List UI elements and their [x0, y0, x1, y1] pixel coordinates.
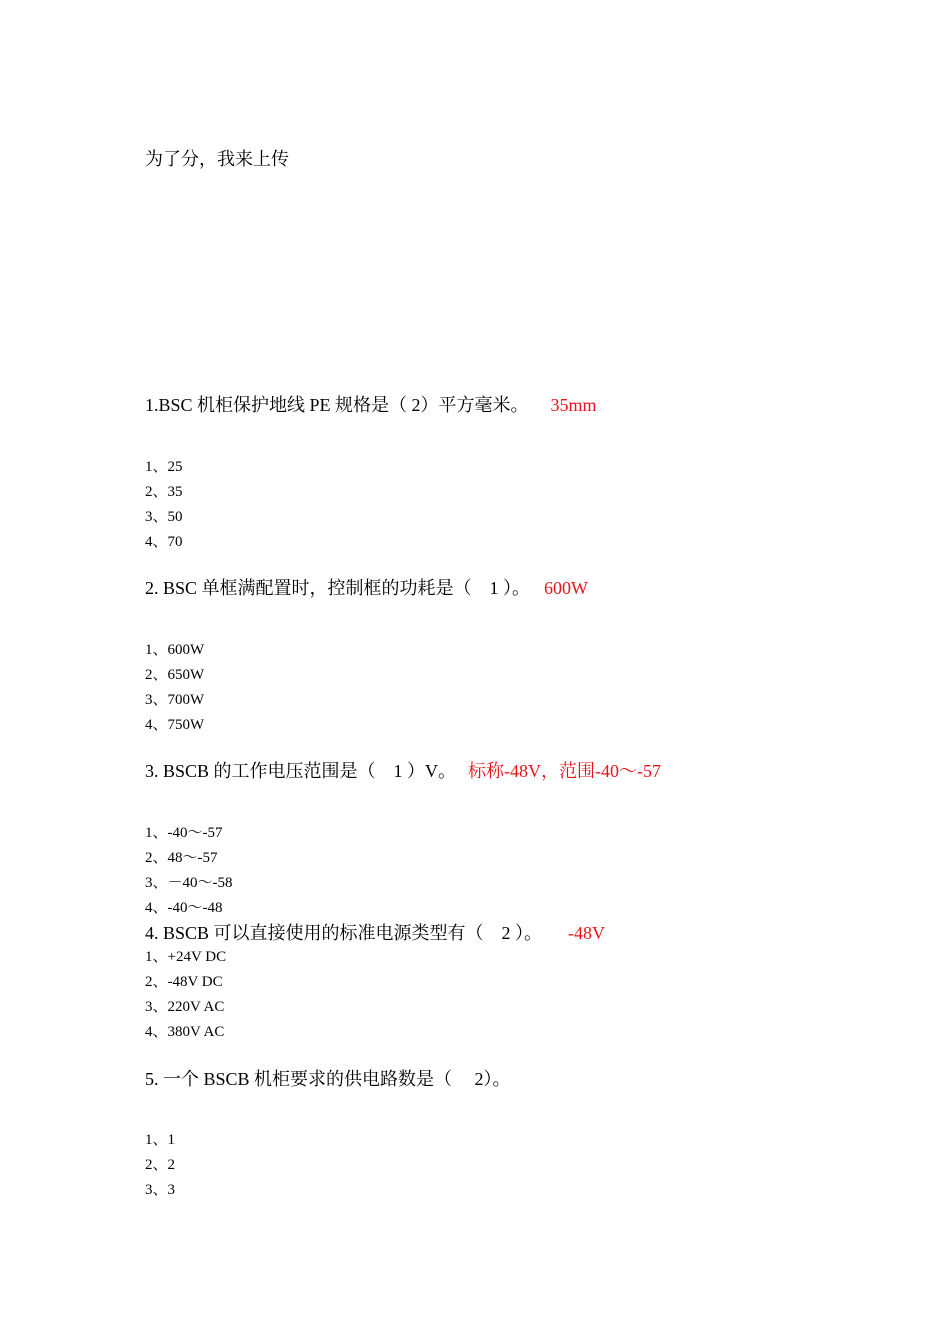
option-item: 2、48～-57 [145, 850, 218, 866]
option-item: 3、－40～-58 [145, 875, 233, 891]
option-item: 4、70 [145, 534, 183, 550]
option-item: 3、3 [145, 1182, 176, 1198]
question-text: 4. BSCB 可以直接使用的标准电源类型有（ 2 ）。 [145, 923, 543, 943]
option-item: 4、-40～-48 [145, 900, 223, 916]
question-text: 2. BSC 单框满配置时，控制框的功耗是（ 1 ）。 [145, 578, 531, 598]
question-2 [145, 575, 588, 601]
option-item: 2、-48V DC [145, 974, 223, 990]
question-text: 1.BSC 机柜保护地线 PE 规格是（ 2）平方毫米。 [145, 395, 529, 415]
answer-note: 600W [544, 578, 589, 598]
option-item: 2、650W [145, 667, 205, 683]
answer-note: 标称-48V，范围-40～-57 [468, 761, 662, 781]
option-item: 4、750W [145, 717, 205, 733]
option-item: 4、380V AC [145, 1024, 225, 1040]
option-item: 3、220V AC [145, 999, 225, 1015]
intro-text: 为了分，我来上传 [145, 149, 289, 169]
option-item: 2、35 [145, 484, 183, 500]
answer-note: 35mm [550, 395, 597, 415]
question-4 [145, 920, 605, 946]
options-list-3 [145, 821, 233, 921]
options-list-1 [145, 455, 183, 555]
options-list-5 [145, 1128, 175, 1203]
option-item: 1、25 [145, 459, 183, 475]
question-text: 3. BSCB 的工作电压范围是（ 1 ）V。 [145, 761, 457, 781]
option-item: 1、1 [145, 1132, 176, 1148]
question-1 [145, 392, 597, 418]
option-item: 3、700W [145, 692, 205, 708]
option-item: 1、-40～-57 [145, 825, 223, 841]
option-item: 2、2 [145, 1157, 176, 1173]
question-text: 5. 一个 BSCB 机柜要求的供电路数是（ 2）。 [145, 1069, 511, 1089]
question-3 [145, 758, 661, 784]
question-5 [145, 1066, 511, 1092]
option-item: 1、+24V DC [145, 949, 227, 965]
option-item: 1、600W [145, 642, 205, 658]
option-item: 3、50 [145, 509, 183, 525]
answer-note: -48V [568, 923, 606, 943]
options-list-4 [145, 945, 226, 1045]
options-list-2 [145, 638, 204, 738]
